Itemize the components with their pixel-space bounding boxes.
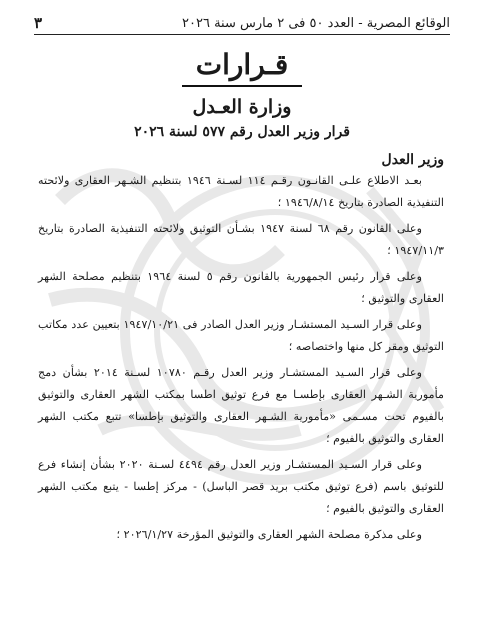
paragraph: وعلى مذكرة مصلحة الشهر العقارى والتوثيق المؤرخة ٢٠٢٦/١/٢٧ ؛: [116, 528, 422, 541]
paragraph: وعلى قرار السـيد المستشـار وزير العدل الصادر فى ١٩٤٧/١٠/٢١ بتعيين عدد مكاتب التوثيق ومقر كل منها واختصاصه ؛: [38, 318, 444, 353]
decree-body: [38, 170, 444, 550]
paragraph: وعلى قرار السـيد المستشـار وزير العدل رقـم ١٠٧٨٠ لسـنة ٢٠١٤ بشأن دمج مأمورية الشـهر العقارى بإطسـا مع فرع توثيق اطسا بمكتب الشهر العقارى والتوثيق بالفيوم تحت مسـمى «مأمورية الشـهر العقارى والتوثيق بإطسا» تتبع مكتب الشهر العقارى والتوثيق بالفيوم ؛: [38, 366, 444, 445]
paragraph: بعـد الاطلاع علـى القانـون رقـم ١١٤ لسـنة ١٩٤٦ بتنظيم الشـهر العقارى ولائحته التنفيذية الصادرة بتاريخ ١٩٤٦/٨/١٤ ؛: [38, 174, 444, 209]
section-title: [0, 48, 484, 87]
issuer-heading: وزير العدل: [381, 152, 444, 168]
decree-title: قرار وزير العدل رقم ٥٧٧ لسنة ٢٠٢٦: [134, 124, 350, 140]
running-header: [34, 14, 450, 32]
paragraph: وعلى القانون رقم ٦٨ لسنة ١٩٤٧ بشـأن التوثيق ولائحته التنفيذية الصادرة بتاريخ ١٩٤٧/١١/٣ ؛: [38, 222, 444, 257]
paragraph: وعلى قرار رئيس الجمهورية بالقانون رقم ٥ لسنة ١٩٦٤ بتنظيم مصلحة الشهر العقارى والتوثيق ؛: [38, 270, 444, 305]
running-header-title: الوقائع المصرية - العدد ٥٠ فى ٢ مارس سنة ٢٠٢٦: [182, 15, 450, 31]
ministry-name: وزارة العـدل: [192, 96, 292, 118]
section-title-text: قـرارات: [182, 48, 302, 87]
header-divider: [34, 34, 450, 35]
paragraph: وعلى قرار السـيد المستشـار وزير العدل رقم ٤٤٩٤ لسـنة ٢٠٢٠ بشأن إنشاء فرع للتوثيق باسم (فرع توثيق مكتب بريد قصر الباسل) - مركز إطسا - يتبع مكتب الشهر العقارى والتوثيق بالفيوم ؛: [38, 458, 444, 515]
page-number: ٣: [34, 14, 43, 32]
